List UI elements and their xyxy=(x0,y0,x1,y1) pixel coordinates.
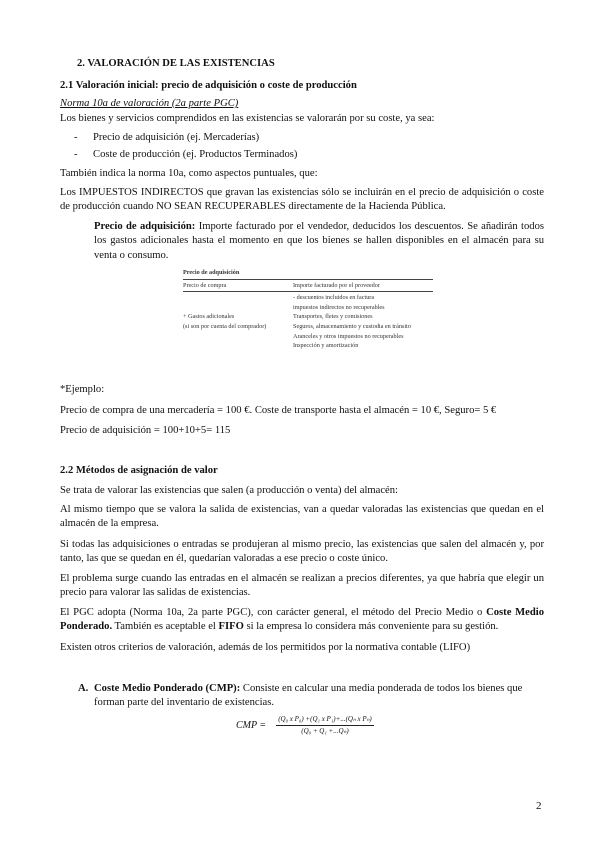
table-cell: Importe facturado por el proveedor xyxy=(293,281,380,289)
bullet-item: Precio de adquisición (ej. Mercaderías) xyxy=(93,132,260,143)
methods-paragraph-6: Existen otros criterios de valoración, además de los permitidos por la normativa contable (LIFO) xyxy=(60,642,471,653)
table-cell: Transportes, fletes y comisiones xyxy=(293,313,373,321)
text-run: El PGC adopta (Norma 10a, 2a parte PGC), con carácter general, el método del Precio Medio o xyxy=(60,607,487,618)
precio-paragraph xyxy=(60,220,544,263)
table-cell: Inspección y amortización xyxy=(293,342,359,350)
table-row xyxy=(183,332,433,342)
table-cell xyxy=(183,341,293,351)
table-divider xyxy=(183,279,433,280)
equation-lhs: CMP = xyxy=(236,720,267,732)
list-marker: A. xyxy=(78,683,89,694)
text-run-bold: FIFO xyxy=(218,621,244,633)
methods-paragraph-1: Se trata de valorar las existencias que salen (a producción o venta) del almacén: xyxy=(60,485,398,496)
text-run: si la empresa lo considera más conveniente para su gestión. xyxy=(243,621,499,633)
example-line-2: Precio de adquisición = 100+10+5= 115 xyxy=(60,425,231,436)
table-row xyxy=(183,293,433,303)
table-cell: + Gastos adicionales xyxy=(183,313,235,321)
methods-paragraph-3: Si todas las adquisiciones o entradas se produjeran al mismo precio, las existencias que salen del almacén y, por tanto, las que se quedan en él, quedarían valoradas a ese precio o coste único. xyxy=(60,539,544,565)
table-row xyxy=(183,281,433,291)
text-run-bold: Coste Medio Ponderado. xyxy=(60,607,545,633)
table-cell: Aranceles y otros impuestos no recuperables xyxy=(293,332,404,340)
example-line-1: Precio de compra de una mercadería = 100 €. Coste de transporte hasta el almacén = 10 €, Seguro= 5 € xyxy=(60,405,497,416)
precio-label: Precio de adquisición: xyxy=(94,221,196,232)
equation-numerator: (Q₀ x P₀) +(Q₁ x P₁)+...(Qₙ x Pₙ) xyxy=(276,715,374,726)
text-run: También es aceptable el xyxy=(112,621,219,633)
equation-denominator: (Q₀ + Q₁ +...Qₙ) xyxy=(301,727,349,736)
puntuales-text: También indica la norma 10a, como aspectos puntuales, que: xyxy=(60,168,318,179)
table-divider xyxy=(183,291,433,292)
cmp-equation xyxy=(236,715,374,737)
page-number: 2 xyxy=(536,800,542,812)
table-row xyxy=(183,303,433,313)
subsection-title-2-1: 2.1 Valoración inicial: precio de adquisición o coste de producción xyxy=(60,80,357,91)
table-cell xyxy=(183,303,293,313)
equation-fraction xyxy=(276,715,374,737)
table-cell: - descuentos incluidos en factura xyxy=(293,294,375,302)
bullet-item: Coste de producción (ej. Productos Terminados) xyxy=(93,149,298,160)
cmp-paragraph xyxy=(94,682,544,711)
methods-paragraph-2: Al mismo tiempo que se valora la salida de existencias, van a quedar valoradas las existencias que quedan en el almacén de la empresa. xyxy=(60,504,544,530)
table-cell: impuestos indirectos no recuperables xyxy=(293,303,385,311)
subsection-title-2-2: 2.2 Métodos de asignación de valor xyxy=(60,465,218,476)
precio-text: Importe facturado por el vendedor, deducidos los descuentos. Se añadirán todos los gastos adicionales hasta el momento en que los bienes se hallen disponibles en el almacén para su venta o consumo. xyxy=(94,221,544,261)
methods-paragraph-5 xyxy=(60,606,544,635)
bullet-marker: - xyxy=(74,132,78,143)
impuestos-paragraph: Los IMPUESTOS INDIRECTOS que gravan las existencias sólo se incluirán en el precio de adquisición o coste de producción cuando NO SEAN RECUPERABLES directamente de la Hacienda Pública. xyxy=(60,187,544,213)
table-cell xyxy=(183,293,293,303)
cmp-label: Coste Medio Ponderado (CMP): xyxy=(94,683,241,694)
bullet-marker: - xyxy=(74,149,78,160)
table-row xyxy=(183,322,433,332)
table-cell: Seguros, almacenamiento y custodia en tránsito xyxy=(293,323,411,331)
precio-table xyxy=(183,268,433,351)
table-row xyxy=(183,341,433,351)
methods-paragraph-4: El problema surge cuando las entradas en el almacén se realizan a precios diferentes, ya que habría que elegir un precio para valorar las salidas de existencias. xyxy=(60,573,544,599)
table-title: Precio de adquisición xyxy=(183,269,240,276)
norma-reference: Norma 10a de valoración (2a parte PGC) xyxy=(60,98,239,109)
table-cell xyxy=(183,332,293,342)
table-cell: Precio de compra xyxy=(183,281,227,289)
table-row xyxy=(183,312,433,322)
section-title: 2. VALORACIÓN DE LAS EXISTENCIAS xyxy=(77,58,275,69)
example-label: *Ejemplo: xyxy=(60,384,105,395)
table-cell: (si son por cuenta del comprador) xyxy=(183,323,267,331)
cmp-text: Consiste en calcular una media ponderada de todos los bienes que forman parte del inventario de existencias. xyxy=(94,683,523,709)
intro-text: Los bienes y servicios comprendidos en las existencias se valorarán por su coste, ya sea: xyxy=(60,113,435,124)
